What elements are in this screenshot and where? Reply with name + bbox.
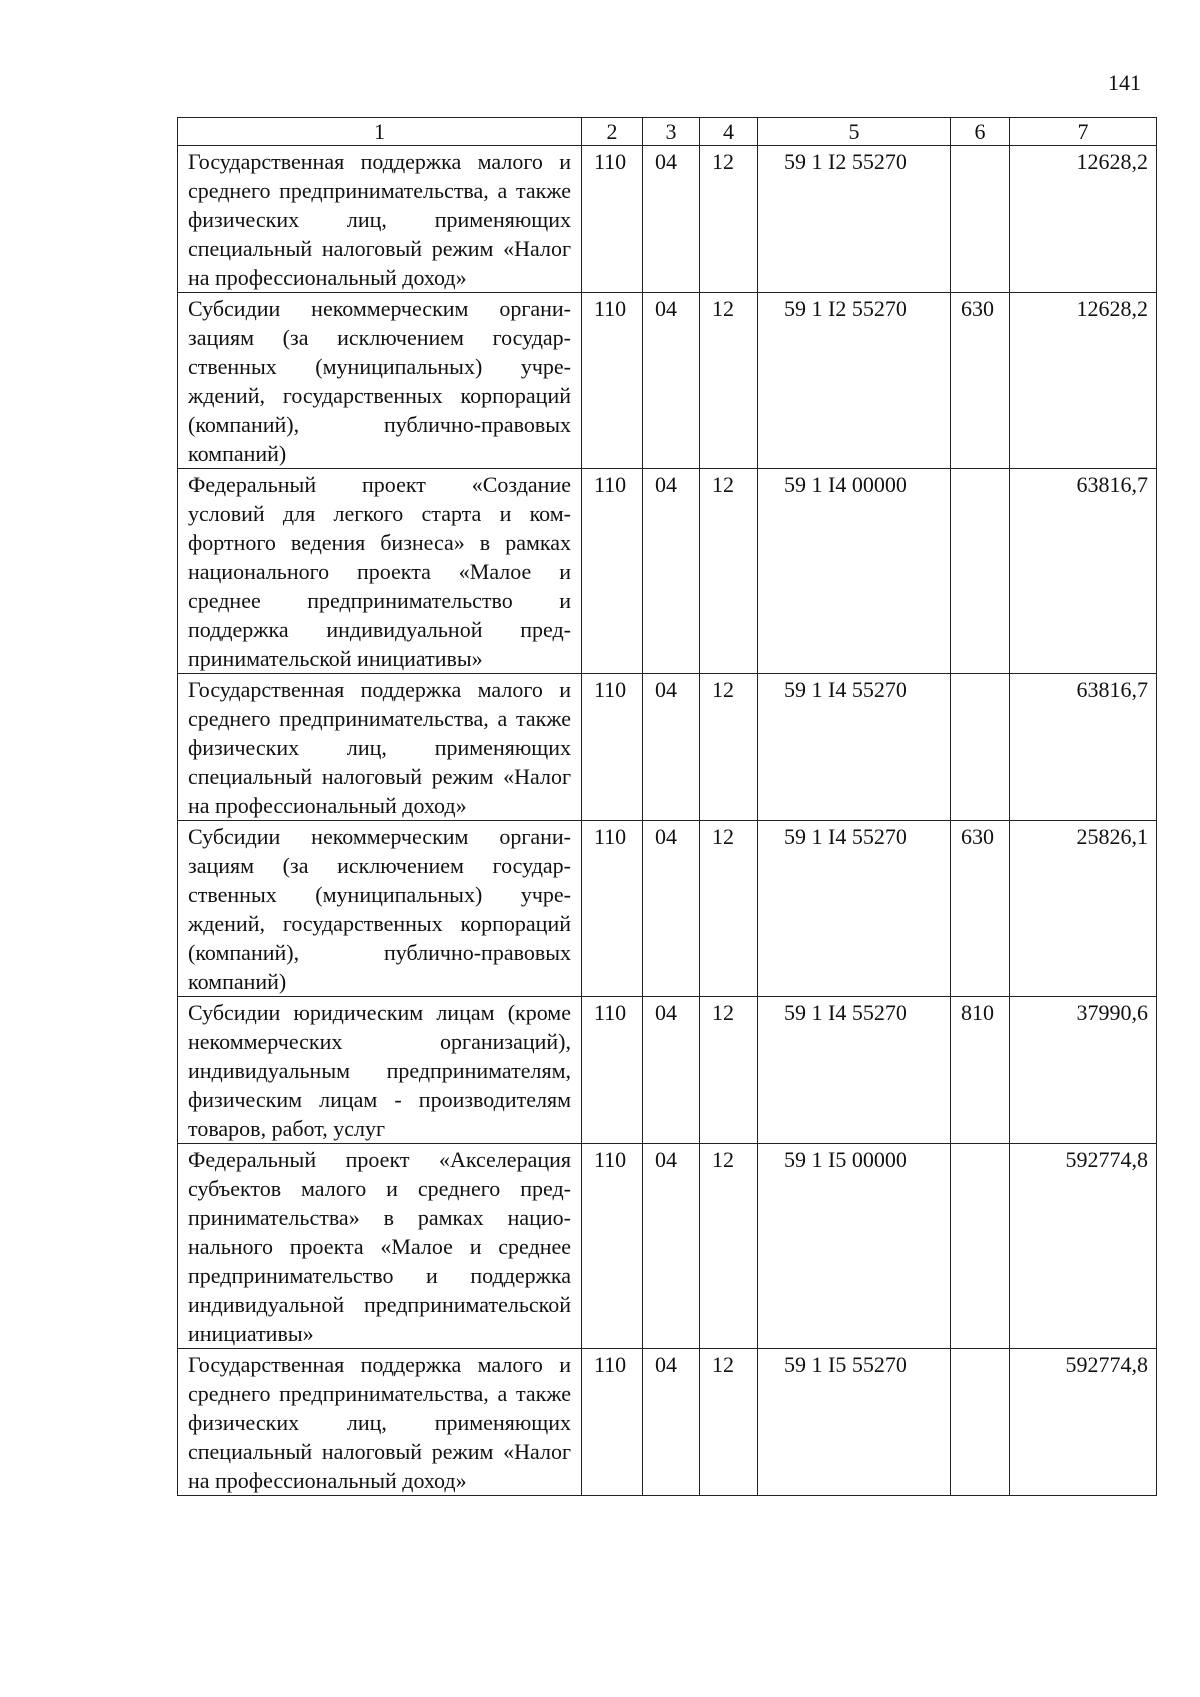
- cell-section: 04: [643, 469, 700, 674]
- table-row: [178, 1349, 1157, 1496]
- cell-subsection: 12: [700, 146, 758, 293]
- cell-expense-type: 810: [951, 997, 1010, 1144]
- cell-amount: 12628,2: [1010, 146, 1157, 293]
- cell-amount: 592774,8: [1010, 1349, 1157, 1496]
- cell-ministry-code: 110: [582, 1144, 643, 1349]
- row-name: Федеральный проект «Акселерация субъектов малого и среднего предпринимательства» в рамках национального проекта «Малое и среднее предпринимательство и поддержка индивидуальной предпринимательской инициативы»: [178, 1144, 582, 1349]
- budget-table: [177, 117, 1157, 1496]
- table-row: [178, 293, 1157, 469]
- column-header: 6: [951, 118, 1010, 146]
- cell-expense-type: [951, 674, 1010, 821]
- page-number: 141: [1108, 70, 1141, 95]
- cell-expense-type: [951, 146, 1010, 293]
- cell-subsection: 12: [700, 469, 758, 674]
- header-row: [178, 118, 1157, 146]
- cell-subsection: 12: [700, 1349, 758, 1496]
- cell-target-article: 59 1 I4 55270: [758, 674, 951, 821]
- row-name: Государственная поддержка малого и среднего предпринимательства, а также физических лиц, применяющих специальный налоговый режим «Налог на профессиональный доход»: [178, 674, 582, 821]
- column-header: 5: [758, 118, 951, 146]
- cell-expense-type: 630: [951, 293, 1010, 469]
- cell-ministry-code: 110: [582, 146, 643, 293]
- cell-ministry-code: 110: [582, 293, 643, 469]
- column-header: 3: [643, 118, 700, 146]
- row-name: Государственная поддержка малого и среднего предпринимательства, а также физических лиц, применяющих специальный налоговый режим «Налог на профессиональный доход»: [178, 1349, 582, 1496]
- cell-expense-type: 630: [951, 821, 1010, 997]
- row-name: Федеральный проект «Создание условий для легкого старта и комфортного ведения бизнеса» в рамках национального проекта «Малое и среднее предпринимательство и поддержка индивидуальной предпринимательской инициативы»: [178, 469, 582, 674]
- table-row: [178, 997, 1157, 1144]
- cell-expense-type: [951, 1349, 1010, 1496]
- cell-target-article: 59 1 I4 55270: [758, 821, 951, 997]
- cell-section: 04: [643, 293, 700, 469]
- cell-target-article: 59 1 I4 00000: [758, 469, 951, 674]
- cell-target-article: 59 1 I2 55270: [758, 293, 951, 469]
- row-name: Субсидии некоммерческим организациям (за исключением государственных (муниципальных) учреждений, государственных корпораций (компаний), публично-правовых компаний): [178, 293, 582, 469]
- cell-amount: 37990,6: [1010, 997, 1157, 1144]
- cell-target-article: 59 1 I2 55270: [758, 146, 951, 293]
- cell-target-article: 59 1 I5 55270: [758, 1349, 951, 1496]
- column-header: 7: [1010, 118, 1157, 146]
- cell-section: 04: [643, 146, 700, 293]
- cell-ministry-code: 110: [582, 469, 643, 674]
- cell-subsection: 12: [700, 674, 758, 821]
- cell-section: 04: [643, 997, 700, 1144]
- cell-ministry-code: 110: [582, 1349, 643, 1496]
- column-header: 2: [582, 118, 643, 146]
- table-row: [178, 1144, 1157, 1349]
- cell-ministry-code: 110: [582, 997, 643, 1144]
- cell-amount: 25826,1: [1010, 821, 1157, 997]
- cell-section: 04: [643, 1144, 700, 1349]
- table-row: [178, 146, 1157, 293]
- table-row: [178, 469, 1157, 674]
- cell-expense-type: [951, 1144, 1010, 1349]
- cell-expense-type: [951, 469, 1010, 674]
- cell-section: 04: [643, 674, 700, 821]
- cell-target-article: 59 1 I5 00000: [758, 1144, 951, 1349]
- cell-amount: 63816,7: [1010, 469, 1157, 674]
- row-name: Субсидии юридическим лицам (кроме некоммерческих организаций), индивидуальным предпринимателям, физическим лицам - производителям товаров, работ, услуг: [178, 997, 582, 1144]
- cell-subsection: 12: [700, 997, 758, 1144]
- cell-section: 04: [643, 1349, 700, 1496]
- cell-ministry-code: 110: [582, 674, 643, 821]
- cell-subsection: 12: [700, 293, 758, 469]
- cell-section: 04: [643, 821, 700, 997]
- row-name: Субсидии некоммерческим организациям (за исключением государственных (муниципальных) учреждений, государственных корпораций (компаний), публично-правовых компаний): [178, 821, 582, 997]
- row-name: Государственная поддержка малого и среднего предпринимательства, а также физических лиц, применяющих специальный налоговый режим «Налог на профессиональный доход»: [178, 146, 582, 293]
- column-header: 1: [178, 118, 582, 146]
- cell-target-article: 59 1 I4 55270: [758, 997, 951, 1144]
- cell-subsection: 12: [700, 1144, 758, 1349]
- column-header: 4: [700, 118, 758, 146]
- cell-amount: 592774,8: [1010, 1144, 1157, 1349]
- cell-amount: 12628,2: [1010, 293, 1157, 469]
- cell-amount: 63816,7: [1010, 674, 1157, 821]
- table-row: [178, 674, 1157, 821]
- table-row: [178, 821, 1157, 997]
- cell-subsection: 12: [700, 821, 758, 997]
- cell-ministry-code: 110: [582, 821, 643, 997]
